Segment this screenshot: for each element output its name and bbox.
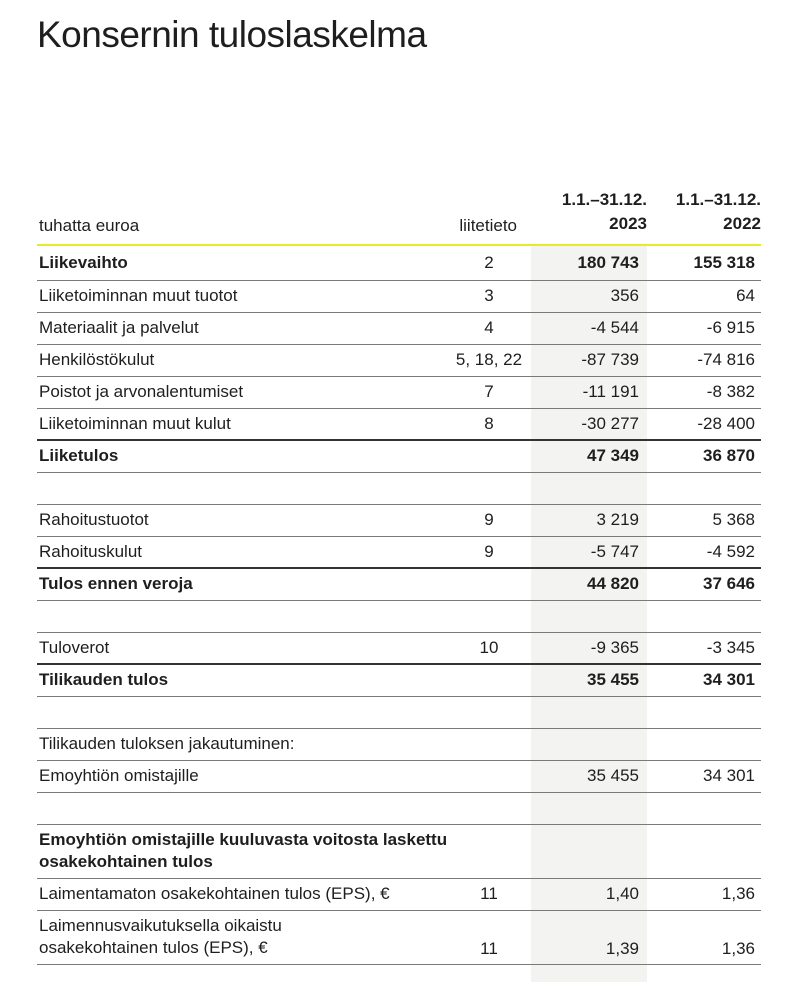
period-2022-header xyxy=(645,188,761,236)
row-value-2023: -11 191 xyxy=(582,382,639,401)
row-value-2023 xyxy=(531,728,647,760)
row-value-2022: -3 345 xyxy=(706,637,755,657)
spacer-row xyxy=(37,792,761,824)
table-row xyxy=(37,246,761,280)
row-label: Poistot ja arvonalentumiset xyxy=(39,382,244,401)
row-note: 9 xyxy=(484,541,494,561)
period-2023-header xyxy=(531,188,647,236)
row-value-2022: -8 382 xyxy=(706,382,755,401)
table-row xyxy=(37,760,761,792)
row-value-2023: 1,39 xyxy=(605,938,639,958)
row-value-2022: 5 368 xyxy=(712,510,755,529)
income-statement-table xyxy=(37,246,761,965)
row-label: Emoyhtiön omistajille xyxy=(39,766,199,785)
subtotal-row xyxy=(37,440,761,472)
row-note: 9 xyxy=(484,510,494,529)
row-label: Liikevaihto xyxy=(39,252,128,272)
subtotal-row xyxy=(37,568,761,600)
total-row xyxy=(37,664,761,696)
row-value-2022: 1,36 xyxy=(721,884,755,903)
table-row xyxy=(37,344,761,376)
empty-cell xyxy=(531,824,647,878)
row-label: Liiketoiminnan muut tuotot xyxy=(39,286,238,305)
row-label: Materiaalit ja palvelut xyxy=(39,318,199,337)
eps-section-heading-row xyxy=(37,824,761,878)
row-label xyxy=(37,910,447,964)
table-row xyxy=(37,408,761,440)
table-row xyxy=(37,728,761,760)
period-2023-year: 2023 xyxy=(609,214,647,233)
row-value-2022: 34 301 xyxy=(703,766,755,785)
row-label: Tulos ennen veroja xyxy=(39,574,193,594)
row-value-2022: -28 400 xyxy=(697,413,755,433)
row-label-line-2: osakekohtainen tulos (EPS), € xyxy=(39,938,268,957)
period-2022-year: 2022 xyxy=(723,214,761,233)
row-note: 11 xyxy=(480,938,498,958)
row-note xyxy=(447,664,531,696)
row-value-2022: -6 915 xyxy=(706,318,755,337)
unit-label: tuhatta euroa xyxy=(39,216,140,235)
row-label: Henkilöstökulut xyxy=(39,350,155,369)
eps-heading-line-2: osakekohtainen tulos xyxy=(39,852,213,871)
row-value-2022 xyxy=(647,728,761,760)
row-value-2023: 47 349 xyxy=(587,446,639,466)
row-label: Tuloverot xyxy=(39,637,110,657)
table-row xyxy=(37,312,761,344)
spacer-row xyxy=(37,696,761,728)
row-value-2023: -9 365 xyxy=(590,637,639,657)
row-note: 4 xyxy=(484,318,494,337)
row-value-2023: 44 820 xyxy=(587,574,639,594)
row-value-2023: 356 xyxy=(610,286,639,305)
row-note xyxy=(447,440,531,472)
row-label: Tilikauden tuloksen jakautuminen: xyxy=(39,734,295,753)
row-label: Rahoituskulut xyxy=(39,541,143,561)
row-note xyxy=(447,728,531,760)
row-value-2022: 64 xyxy=(736,286,755,305)
period-2023-range: 1.1.–31.12. xyxy=(561,190,647,209)
table-row xyxy=(37,504,761,536)
row-note: 5, 18, 22 xyxy=(455,350,523,369)
row-value-2022: -74 816 xyxy=(697,350,755,369)
row-note: 11 xyxy=(480,884,498,903)
row-value-2022: 37 646 xyxy=(703,574,755,594)
row-value-2023: 35 455 xyxy=(587,670,639,690)
row-label: Rahoitustuotot xyxy=(39,510,149,529)
row-value-2022: -4 592 xyxy=(706,541,755,561)
row-value-2022: 34 301 xyxy=(703,670,755,690)
row-value-2022: 1,36 xyxy=(721,938,755,958)
table-row xyxy=(37,376,761,408)
row-note xyxy=(447,760,531,792)
table-row xyxy=(37,878,761,910)
row-note: 3 xyxy=(484,286,494,305)
row-value-2023: 1,40 xyxy=(605,884,639,903)
row-value-2022: 36 870 xyxy=(703,446,755,466)
row-label: Liiketoiminnan muut kulut xyxy=(39,413,231,433)
row-value-2023: 180 743 xyxy=(577,252,639,272)
row-note xyxy=(447,568,531,600)
row-value-2023: -4 544 xyxy=(590,318,639,337)
empty-cell xyxy=(647,824,761,878)
note-column-header: liitetieto xyxy=(459,216,517,235)
row-value-2022: 155 318 xyxy=(693,252,755,272)
table-row xyxy=(37,536,761,568)
row-note: 10 xyxy=(479,637,499,657)
row-note: 8 xyxy=(484,413,494,433)
row-label: Tilikauden tulos xyxy=(39,670,169,690)
table-header xyxy=(37,192,761,246)
eps-section-heading xyxy=(37,824,531,878)
row-value-2023: 35 455 xyxy=(587,766,639,785)
table-row xyxy=(37,910,761,964)
row-note: 7 xyxy=(484,382,494,401)
table-row xyxy=(37,280,761,312)
spacer-row xyxy=(37,600,761,632)
row-label: Liiketulos xyxy=(39,446,119,466)
page-title: Konsernin tuloslaskelma xyxy=(37,14,427,55)
row-label: Laimentamaton osakekohtainen tulos (EPS), € xyxy=(39,884,390,903)
period-2022-range: 1.1.–31.12. xyxy=(675,190,761,209)
row-value-2023: -5 747 xyxy=(590,541,639,561)
row-label-line-1: Laimennusvaikutuksella oikaistu xyxy=(39,916,282,935)
table-row xyxy=(37,632,761,664)
spacer-row xyxy=(37,472,761,504)
row-value-2023: -87 739 xyxy=(581,350,639,369)
row-note: 2 xyxy=(484,252,494,272)
row-value-2023: 3 219 xyxy=(596,510,639,529)
row-value-2023: -30 277 xyxy=(581,413,639,433)
eps-heading-line-1: Emoyhtiön omistajille kuuluvasta voitosta laskettu xyxy=(39,830,448,849)
